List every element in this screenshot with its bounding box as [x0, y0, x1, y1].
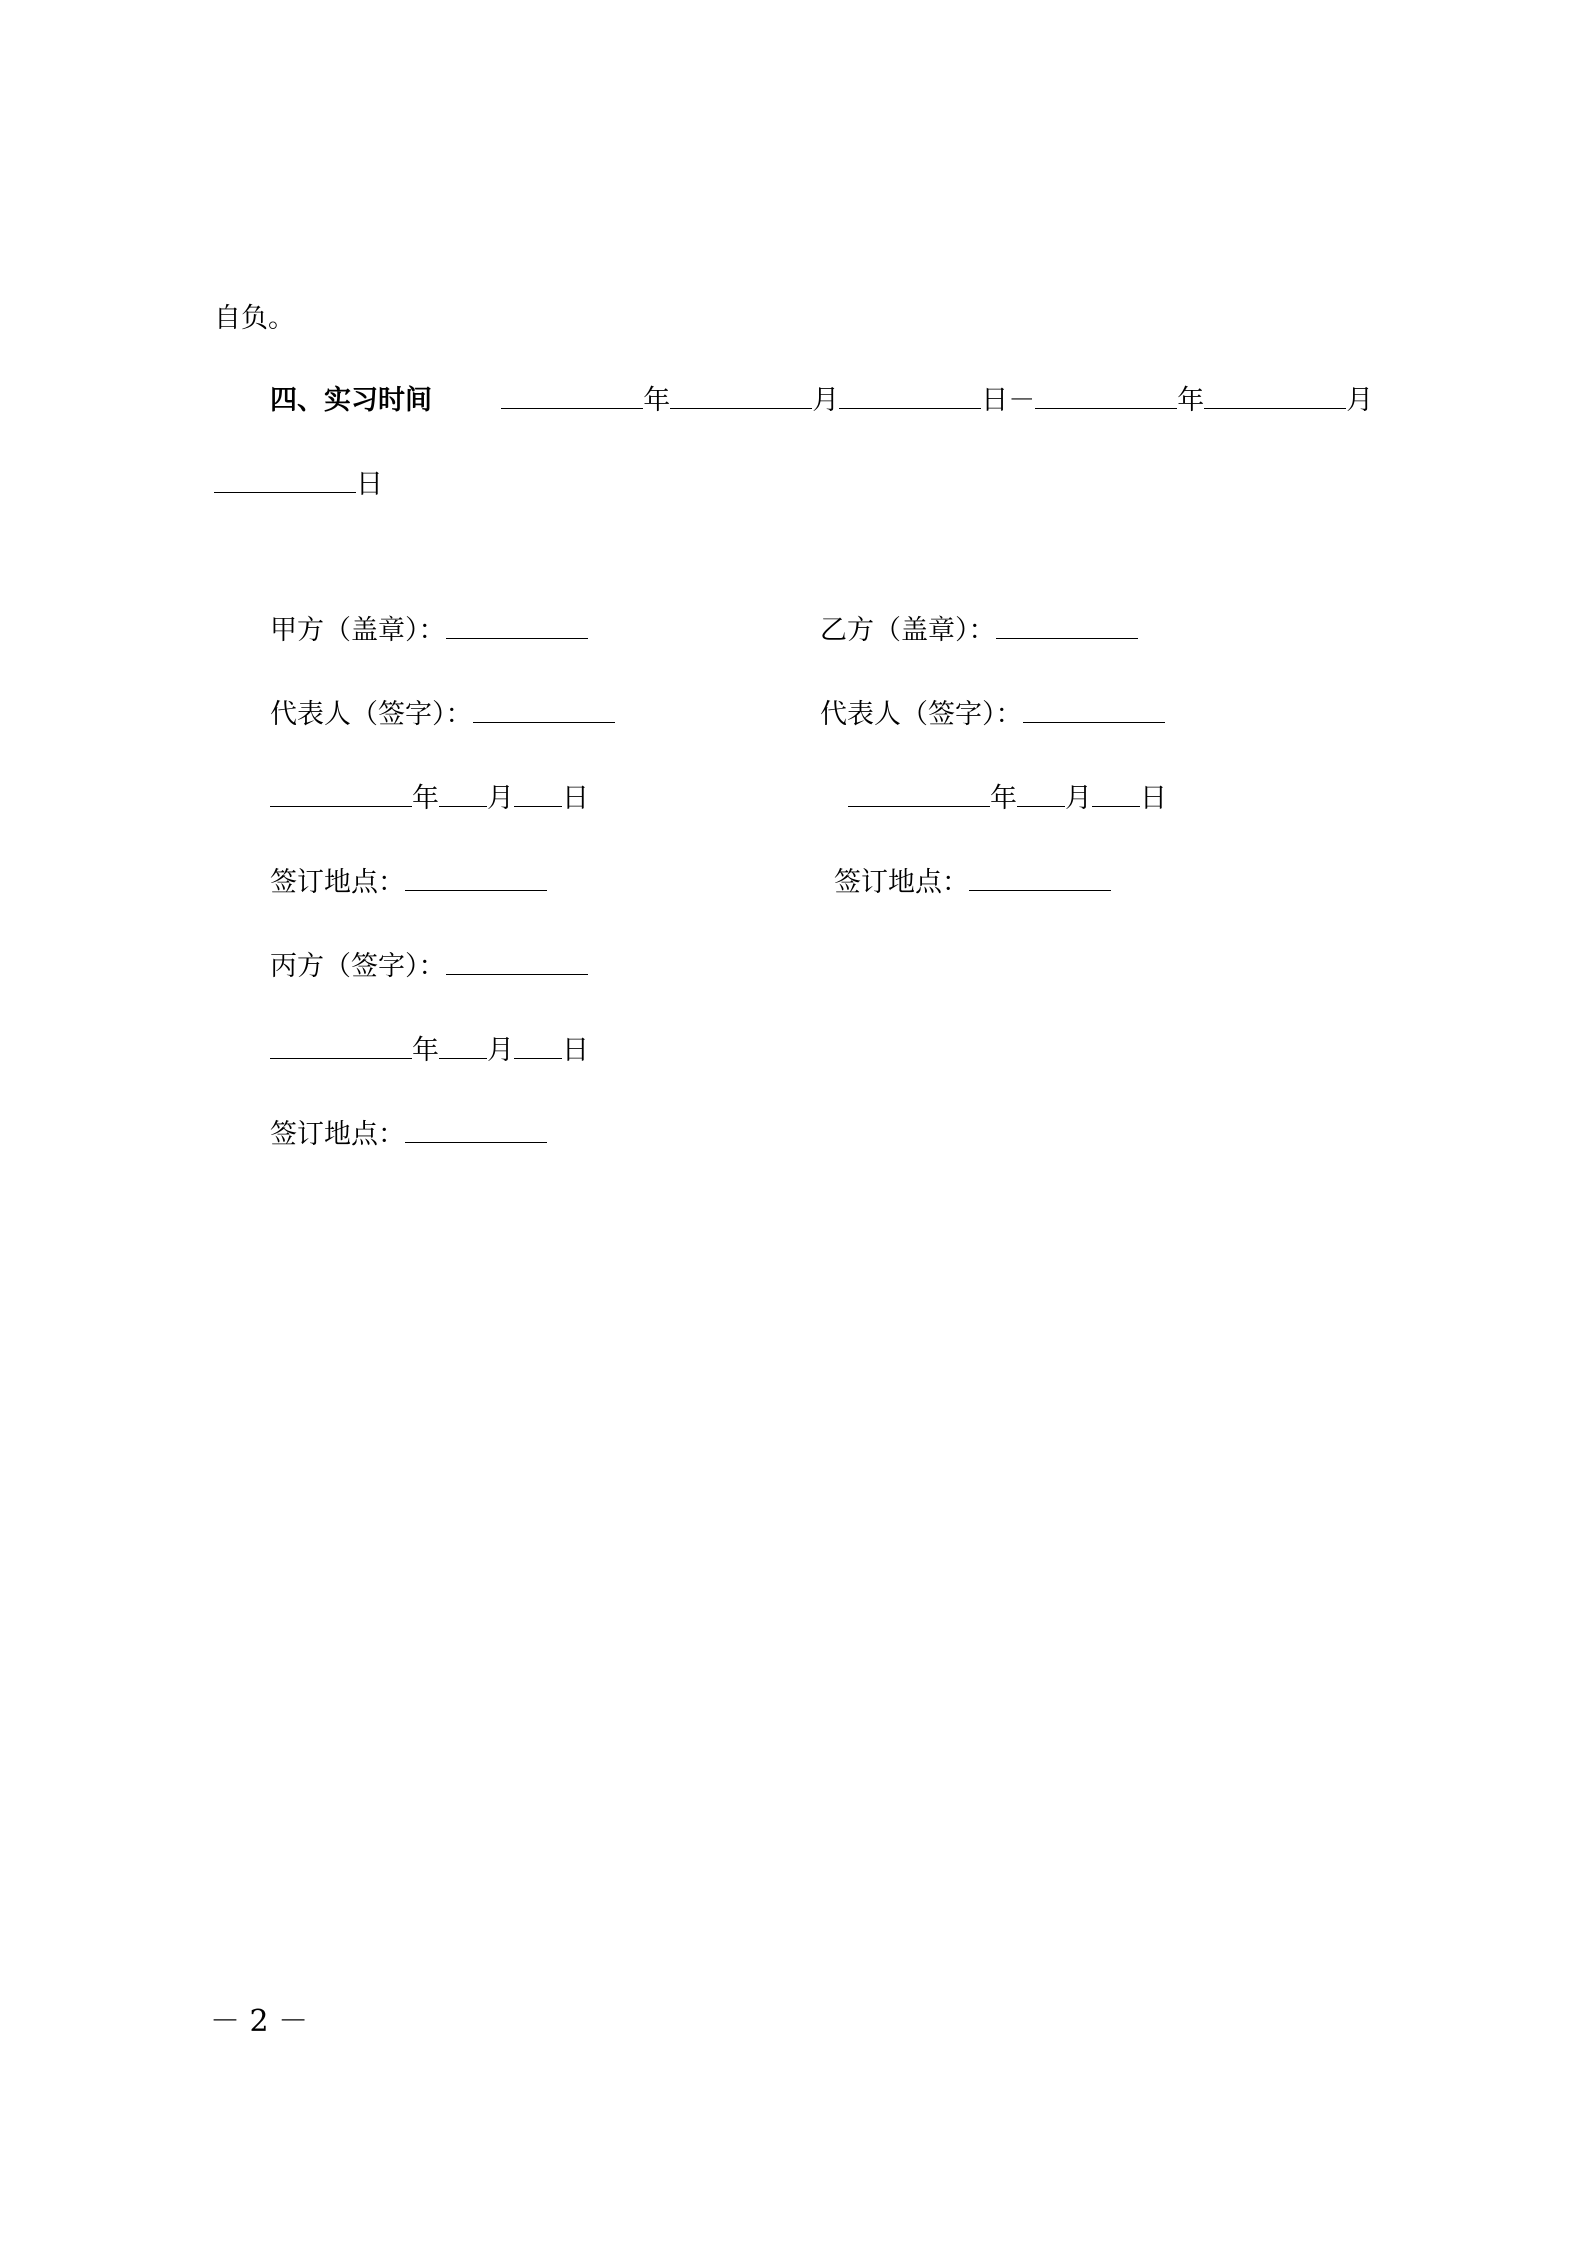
internship-period-line: [270, 384, 1373, 418]
end-month-unit: 月: [1346, 385, 1374, 416]
party-b-rep-blank[interactable]: [1023, 700, 1165, 723]
party-c-day-blank[interactable]: [514, 1036, 562, 1059]
party-a-day-blank[interactable]: [514, 784, 562, 807]
start-day-blank[interactable]: [839, 386, 981, 409]
party-c-day-unit: 日: [562, 1035, 589, 1066]
party-a-seal-line: [270, 614, 588, 648]
party-b-year-unit: 年: [990, 783, 1017, 814]
party-b-date-line: [848, 782, 1167, 816]
start-month-unit: 月: [812, 385, 840, 416]
continuation-text: 自负。: [214, 303, 295, 334]
party-a-place-blank[interactable]: [405, 868, 547, 891]
end-day-blank[interactable]: [214, 470, 356, 493]
party-a-month-blank[interactable]: [439, 784, 487, 807]
party-c-year-unit: 年: [412, 1035, 439, 1066]
party-c-month-unit: 月: [487, 1035, 514, 1066]
party-a-year-unit: 年: [412, 783, 439, 814]
party-b-rep-label: 代表人（签字）：: [820, 699, 1023, 730]
party-c-month-blank[interactable]: [439, 1036, 487, 1059]
end-year-blank[interactable]: [1035, 386, 1177, 409]
internship-period-line-end: [214, 468, 383, 502]
party-b-month-blank[interactable]: [1017, 784, 1065, 807]
end-day-unit: 日: [356, 469, 383, 500]
party-a-place-label: 签订地点：: [270, 867, 405, 898]
party-a-day-unit: 日: [562, 783, 589, 814]
section-heading: 四、实习时间: [270, 385, 432, 416]
party-c-place-label: 签订地点：: [270, 1119, 405, 1150]
party-c-place-blank[interactable]: [405, 1120, 547, 1143]
party-a-year-blank[interactable]: [270, 784, 412, 807]
party-b-seal-line: [820, 614, 1138, 648]
party-b-rep-line: [820, 698, 1165, 732]
party-a-rep-line: [270, 698, 615, 732]
party-b-month-unit: 月: [1065, 783, 1092, 814]
party-b-day-blank[interactable]: [1092, 784, 1140, 807]
party-b-place-label: 签订地点：: [834, 867, 969, 898]
party-c-sign-label: 丙方（签字）：: [270, 951, 446, 982]
party-b-place-line: [834, 866, 1111, 900]
party-a-rep-blank[interactable]: [473, 700, 615, 723]
page-number: － 2 －: [210, 2004, 309, 2039]
end-month-blank[interactable]: [1204, 386, 1346, 409]
party-b-seal-label: 乙方（盖章）：: [820, 615, 996, 646]
end-year-unit: 年: [1177, 385, 1205, 416]
party-c-sign-line: [270, 950, 588, 984]
party-c-date-line: [270, 1034, 589, 1068]
party-c-year-blank[interactable]: [270, 1036, 412, 1059]
party-b-year-blank[interactable]: [848, 784, 990, 807]
party-a-month-unit: 月: [487, 783, 514, 814]
party-a-rep-label: 代表人（签字）：: [270, 699, 473, 730]
start-month-blank[interactable]: [670, 386, 812, 409]
start-year-blank[interactable]: [501, 386, 643, 409]
party-a-seal-label: 甲方（盖章）：: [270, 615, 446, 646]
start-year-unit: 年: [643, 385, 671, 416]
party-c-place-line: [270, 1118, 547, 1152]
party-c-sign-blank[interactable]: [446, 952, 588, 975]
party-b-place-blank[interactable]: [969, 868, 1111, 891]
party-b-day-unit: 日: [1140, 783, 1167, 814]
start-day-unit: 日: [981, 385, 1009, 416]
party-b-seal-blank[interactable]: [996, 616, 1138, 639]
party-a-seal-blank[interactable]: [446, 616, 588, 639]
range-dash: －: [1008, 385, 1036, 416]
party-a-date-line: [270, 782, 589, 816]
party-a-place-line: [270, 866, 547, 900]
